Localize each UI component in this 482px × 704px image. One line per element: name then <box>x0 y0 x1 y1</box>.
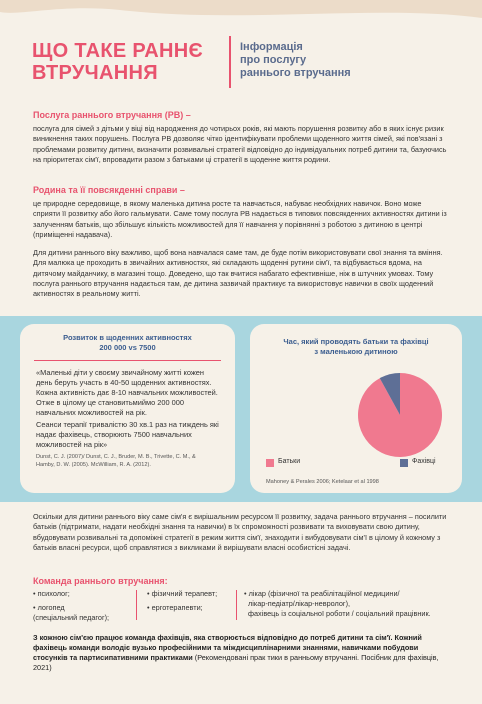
team-heading: Команда раннього втручання: <box>33 576 168 586</box>
info-band <box>0 316 482 502</box>
section2-heading: Родина та її повсякденні справи – <box>33 185 185 195</box>
time-chart-card <box>250 324 462 493</box>
team-col1: • психолог; • логопед (спеціальний педагог); <box>33 589 110 622</box>
section1-body: послуга для сімей з дітьми у віці від народження до чотирьох років, які мають порушення розвитку або в яких існує ризик виникнення таких порушень. Послуга РВ дозволяє чітко ідентифікувати проблеми щоденного життя сімей, які пов'язані з проблемами розвитку дитини, визначити розвивальні стратегії відповідно до індивідуальних потреб дитини та, базуючись на пріоритетах сім'ї, впровадити разом з батьками ці стратегії в щоденне життя родини. <box>33 124 447 164</box>
title-divider <box>229 36 231 88</box>
card-divider <box>34 360 221 361</box>
page-title: ЩО ТАКЕ РАННЄ ВТРУЧАННЯ <box>32 40 204 84</box>
page-subtitle: Інформація про послугу раннього втручання <box>240 41 351 79</box>
team-separator <box>136 590 137 620</box>
team-col3: • лікар (фізичної та реабілітаційної медицини/ лікар-педіатр/лікар-невролог), фахівець із соціальної роботи / соціальний працівник. <box>244 589 431 618</box>
section3-body: Оскільки для дитини раннього віку саме сім'я є вирішальним ресурсом її розвитку, задача раннього втручання – посилити батьків (підтримати, надати необхідні знання та навички) в їх спроможності розвивати та виховувати свою дитину, вбудовувати розвивальні та допоміжні стратегії в режим життя сім'ї, знаходити і вибудовувати сім'ї в цілому й кожному з батьків власні ресурси, щоб справлятися з викликами й вирішувати власні особистісні задачі. <box>33 512 447 552</box>
section2-body1: це природне середовище, в якому маленька дитина росте та навчається, набуває необхідних навичок. Воно може сприяти її розвитку або його гальмувати. Саме тому послуга РВ надається в типових повсякденних активностях дитини із залученням батьків, що збільшує кількість можливостей для її навчання у порівнянні з роботою з дитиною в центрі (приміщенні надавача). <box>33 199 447 239</box>
team-col2: • фізичний терапевт; • ерготерапевти; <box>147 589 218 612</box>
footer-bold-text: З кожною сім'єю працює команда фахівців, яка створюється відповідно до потреб дитини та сім'ї. Кожний фахівець команди володіє вузько професійними та міждисциплінарними знаннями, навичками побудови стосунків та партисипативними практиками <box>33 633 422 662</box>
activities-card-title: Розвиток в щоденних активностях 200 000 vs 7500 <box>63 333 192 352</box>
team-separator <box>236 590 237 620</box>
legend-swatch-specialists <box>400 459 408 467</box>
section2-body2: Для дитини раннього віку важливо, щоб вона навчалася саме там, де буде потім використовувати свої знання та вміння. Для малюка це проходить в звичайних активностях, які складають щоденні рутини сім'ї, та відбувається вдома, на дитячому майданчику, в магазині тощо. Доведено, що так вчитися набагато ефективніше, ніж в штучних умовах. Тому послуга раннього втручання надається там, де дитина зазвичай практикує та використовує навички в своїх щоденний активностях в реальному житті. <box>33 248 443 299</box>
activities-card <box>20 324 235 493</box>
legend-swatch-parents <box>266 459 274 467</box>
header <box>0 0 482 98</box>
team-footer-note <box>33 633 453 673</box>
pie-chart <box>250 372 462 462</box>
therapy-quote: Сеанси терапії тривалістю 30 хв.1 раз на тиждень які надає фахівець, створюють 7500 навчальних можливостей на рік» <box>36 420 219 449</box>
footer-reference: (Рекомендовані прак тики в ранньому втручанні. Посібник для фахівців, 2021) <box>33 653 439 672</box>
time-chart-title: Час, який проводять батьки та фахівці з маленькою дитиною <box>283 337 429 356</box>
activities-quote: «Маленькі діти у своєму звичайному житті кожен день беруть участь в 40-50 щоденних активностях. Кожна активність дає 8-10 навчальних можливостей. Отже в цілому це становитьмиймо 200 000 навчальних можливостей на рік. <box>36 368 218 417</box>
legend-label-specialists: Фахівці <box>412 458 436 465</box>
section1-heading: Послуга раннього втручання (РВ) – <box>33 110 191 120</box>
legend-label-parents: Батьки <box>278 458 301 465</box>
activities-citation: Dunst, C. J. (2007)/ Dunst, C. J., Bruder, M. B., Trivette, C. M., & Hamby, D. W. (2005). McWilliam, R. A. (2012). <box>36 454 196 468</box>
time-chart-citation: Mahoney & Perales 2006; Ketelaar et al 1998 <box>266 479 379 485</box>
